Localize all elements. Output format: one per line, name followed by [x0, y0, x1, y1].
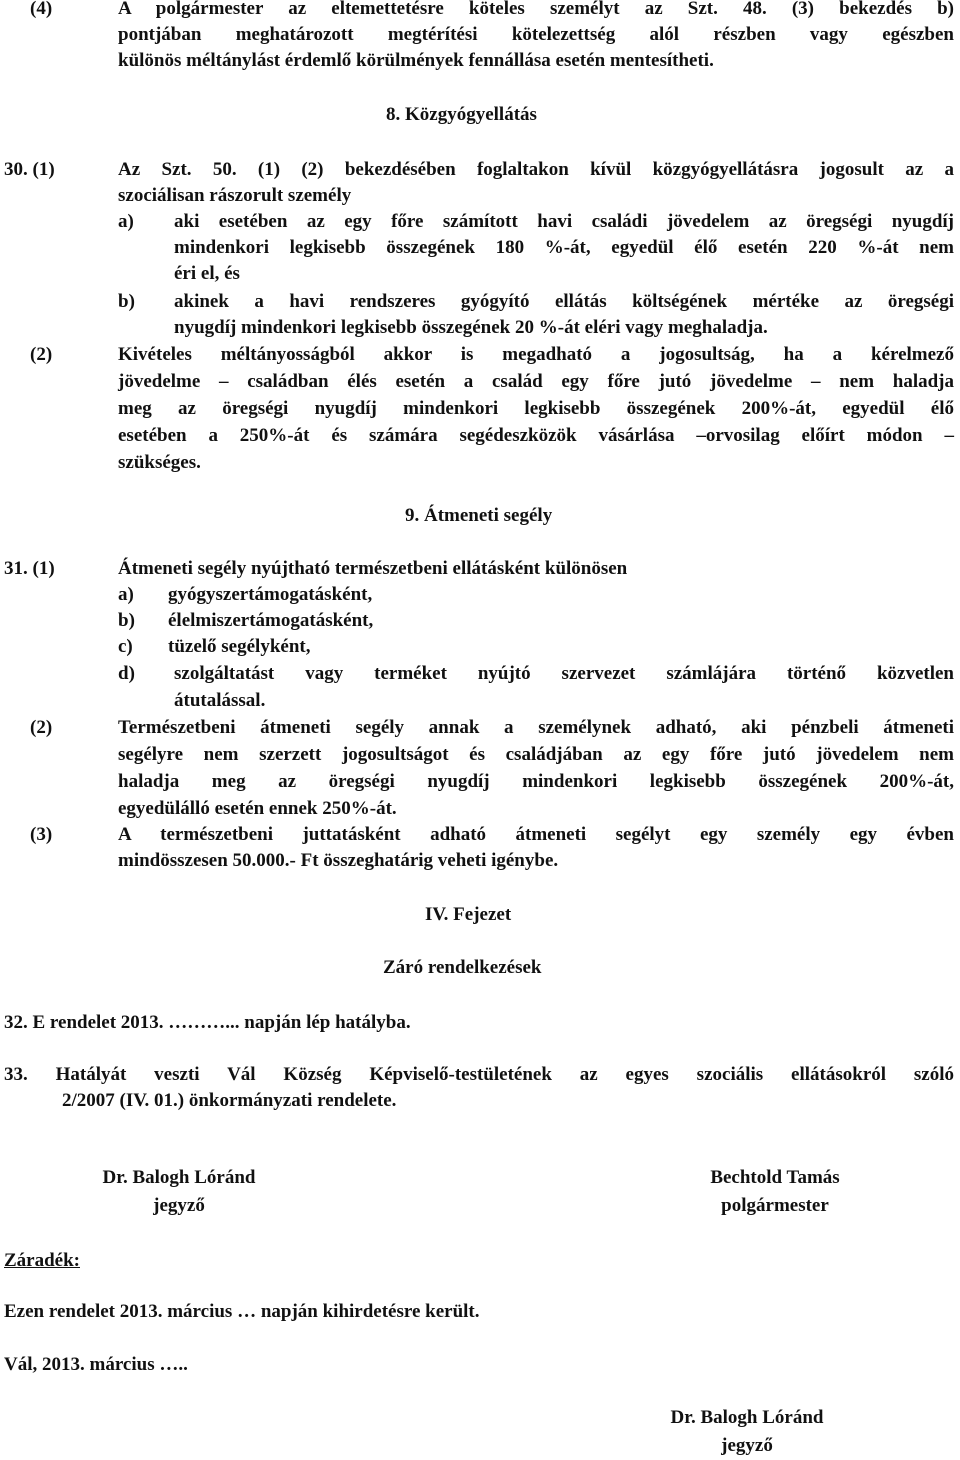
list-label: d)	[118, 663, 135, 684]
paragraph-number: 30. (1)	[4, 159, 55, 180]
signatory-title: jegyző	[721, 1435, 773, 1456]
signatory-name: Dr. Balogh Lóránd	[102, 1167, 256, 1188]
signatory-name: Bechtold Tamás	[710, 1167, 840, 1188]
place-date: Vál, 2013. március …..	[4, 1354, 188, 1375]
list-label: b)	[118, 610, 135, 631]
list-label: c)	[118, 636, 133, 657]
paragraph-text: pontjában meghatározott megtérítési kötelezettség alól részben vagy egészben	[118, 24, 954, 45]
clause-heading: Záradék:	[4, 1250, 80, 1271]
paragraph-text: segélyre nem szerzett jogosultságot és családjában az egy főre jutó jövedelem nem	[118, 744, 954, 765]
paragraph-text: jövedelme – családban élés esetén a család egy főre jutó jövedelme – nem haladja	[118, 371, 954, 392]
list-text: mindenkori legkisebb összegének 180 %-át, egyedül élő esetén 220 %-át nem	[174, 237, 954, 258]
list-label: a)	[118, 211, 134, 232]
paragraph-text: Természetbeni átmeneti segély annak a személynek adható, aki pénzbeli átmeneti	[118, 717, 954, 738]
list-text: átutalással.	[174, 690, 266, 711]
list-text: akinek a havi rendszeres gyógyító ellátás költségének mértéke az öregségi	[174, 291, 954, 312]
paragraph-text: 32. E rendelet 2013. ………... napján lép hatályba.	[4, 1012, 411, 1033]
chapter-heading: IV. Fejezet	[425, 904, 512, 925]
paragraph-text: A polgármester az eltemettetésre köteles személyt az Szt. 48. (3) bekezdés b)	[118, 0, 954, 19]
paragraph-text: A természetbeni juttatásként adható átmeneti segélyt egy személy egy évben	[118, 824, 954, 845]
paragraph-number: (2)	[30, 344, 53, 365]
list-label: b)	[118, 291, 135, 312]
paragraph-number: 31. (1)	[4, 558, 55, 579]
signatory-name: Dr. Balogh Lóránd	[670, 1407, 824, 1428]
signatory-title: polgármester	[721, 1195, 829, 1216]
paragraph-text: Kivételes méltányosságból akkor is megadható a jogosultság, ha a kérelmező	[118, 344, 954, 365]
list-text: gyógyszertámogatásként,	[168, 584, 373, 605]
paragraph-text: mindösszesen 50.000.- Ft összeghatárig veheti igénybe.	[118, 850, 559, 871]
paragraph-text: meg az öregségi nyugdíj mindenkori legkisebb összegének 200%-át, egyedül élő	[118, 398, 954, 419]
paragraph-text: Az Szt. 50. (1) (2) bekezdésében foglaltakon kívül közgyógyellátásra jogosult az a	[118, 159, 954, 180]
list-text: élelmiszertámogatásként,	[168, 610, 374, 631]
signature-block-notary	[64, 1164, 294, 1220]
list-text: tüzelő segélyként,	[168, 636, 311, 657]
paragraph-text: 2/2007 (IV. 01.) önkormányzati rendelete.	[62, 1090, 397, 1111]
paragraph-text: különös méltánylást érdemlő körülmények fennállása esetén mentesítheti.	[118, 50, 714, 71]
list-text: szolgáltatást vagy terméket nyújtó szervezet számlájára történő közvetlen	[174, 663, 954, 684]
signatory-title: jegyző	[153, 1195, 205, 1216]
paragraph-text: 33. Hatályát veszti Vál Község Képviselő-testületének az egyes szociális ellátásokról szóló	[4, 1064, 954, 1085]
paragraph-number: (2)	[30, 717, 53, 738]
list-text: aki esetében az egy főre számított havi családi jövedelem az öregségi nyugdíj	[174, 211, 954, 232]
list-text: éri el, és	[174, 263, 240, 284]
paragraph-text: esetében a 250%-át és számára segédeszközök vásárlása –orvosilag előírt módon –	[118, 425, 954, 446]
paragraph-number: (4)	[30, 0, 53, 19]
promulgation-text: Ezen rendelet 2013. március … napján kihirdetésre került.	[4, 1301, 480, 1322]
section-heading: 9. Átmeneti segély	[405, 505, 553, 526]
section-heading: 8. Közgyógyellátás	[386, 104, 537, 125]
list-text: nyugdíj mindenkori legkisebb összegének 20 %-át eléri vagy meghaladja.	[174, 317, 768, 338]
paragraph-text: szociálisan rászorult személy	[118, 185, 352, 206]
paragraph-text: egyedülálló esetén ennek 250%-át.	[118, 798, 397, 819]
paragraph-text: haladja meg az öregségi nyugdíj mindenkori legkisebb összegének 200%-át,	[118, 771, 954, 792]
section-heading: Záró rendelkezések	[383, 957, 542, 978]
signature-block-notary-bottom	[632, 1404, 862, 1460]
paragraph-text: Átmeneti segély nyújtható természetbeni ellátásként különösen	[118, 558, 628, 579]
paragraph-text: szükséges.	[118, 452, 201, 473]
list-label: a)	[118, 584, 134, 605]
paragraph-number: (3)	[30, 824, 53, 845]
signature-block-mayor	[660, 1164, 890, 1220]
